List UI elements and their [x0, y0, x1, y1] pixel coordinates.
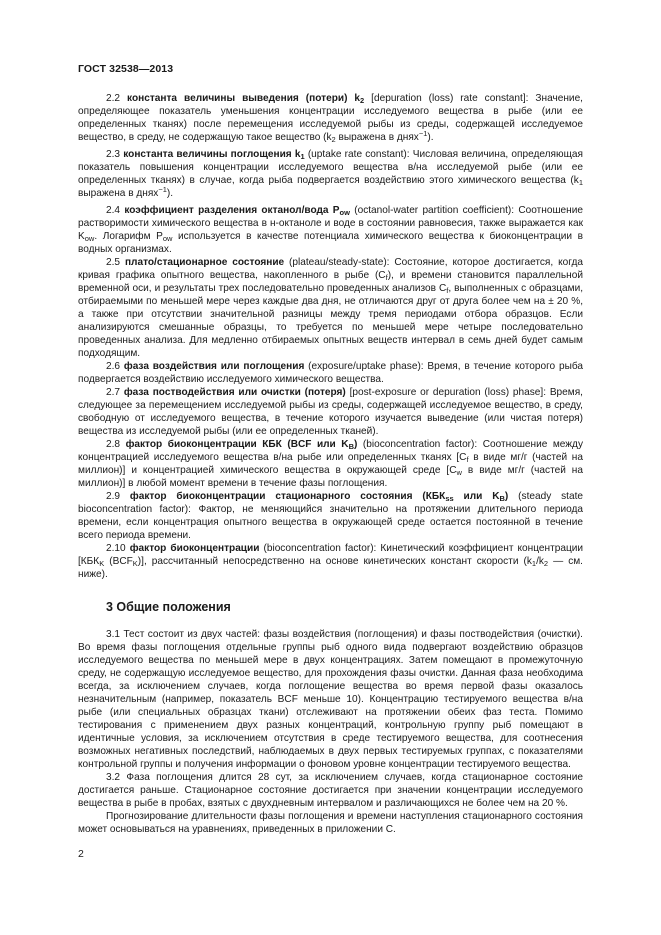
paragraph-3-2: 3.2 Фаза поглощения длится 28 сут, за исключением случаев, когда стационарное состояние достигается раньше. Стационарное состояние достигается при значении концентрации исследуемого вещества в рыбе в пробах, взятых с двухдневным интервалом и различающихся не более чем на 20 %. [78, 772, 583, 809]
definition-2-6: 2.6 фаза воздействия или поглощения (exposure/uptake phase): Время, в течение которого рыба подвергается воздействию исследуемого химического вещества. [78, 361, 583, 385]
english-term: [depuration (loss) rate constant]: [364, 93, 536, 104]
term: фаза постводействия или очистки (потеря) [123, 387, 346, 398]
clause-number: 2.5 [106, 257, 121, 268]
clause-number: 2.8 [106, 439, 121, 450]
english-term: [post-exposure or depuration (loss) phase]: [345, 387, 550, 398]
term: фактор биоконцентрации [129, 543, 260, 554]
definition-2-7: 2.7 фаза постводействия или очистки (потеря) [post-exposure or depuration (loss) phase]: Время, следующее за перемещением исследуемой рыбы из среды, содержащей исследуемое вещество, в среду, свободную от исследуемого вещества, в течение которого изучается выведение (или чистая потеря) вещества из исследуемой рыбы (или ее определенных тканей). [78, 387, 583, 437]
term: плато/стационарное состояние [124, 257, 285, 268]
term: константа величины выведения (потери) $k_2$ [127, 93, 365, 105]
page-number: 2 [78, 848, 84, 860]
clause-number: 2.7 [106, 387, 121, 398]
english-term: (bioconcentration factor): [259, 543, 381, 554]
english-term: (plateau/steady-state): [284, 257, 395, 268]
clause-number: 2.10 [106, 543, 126, 554]
page-content [78, 92, 583, 836]
clause-number: 2.6 [106, 361, 121, 372]
definition-2-5: 2.5 плато/стационарное состояние (plateau/steady-state): Состояние, которое достигается, когда кривая графика опытного вещества, накопленного в рыбе $(C_f)$, и времени становится параллельной временной оси, и результаты трех последовательно проведенных анализов $C_f$, выполненных с образцами, отбираемыми по меньшей мере через каждые два дня, не отличаются друг от друга более чем на ± 20 %, а также при отсутствии значительной разницы между тремя периодами отбора образцов. Если анализируются смешанные образцы, то требуется по меньшей мере четыре последовательно проведенных анализа. Для медленно отбираемых опытных веществ интервал в семь дней будет самым подходящим. [78, 257, 584, 359]
english-term: (steady state bioconcentration factor): [78, 491, 584, 515]
definition-2-4: 2.4 коэффициент разделения октанол/вода $P_{ow}$ (octanol-water partition coefficient): Соотношение растворимости химического вещества в н-октаноле и воде в состоянии равновесия, также выражается как $K_{ow}$. Логарифм $P_{ow}$ используется в качестве потенциала химического вещества к биоконцентрации в водных организмах. [78, 205, 583, 255]
english-term: (exposure/uptake phase): [304, 361, 428, 372]
clause-number: 2.2 [106, 93, 121, 104]
english-term: (bioconcentration factor): [357, 439, 483, 450]
definition-2-2: 2.2 константа величины выведения (потери) $k_2$ [depuration (loss) rate constant]: Значение, определяющее показатель уменьшения концентрации исследуемого вещества в рыбе (или ее определенных тканях) после перемещения исследуемой рыбы из среды, содержащей исследуемое вещество, в среду, не содержащую такое вещество ($k_2$ выражена в днях$^{-1}$). [78, 93, 583, 144]
clause-number: 2.9 [106, 491, 121, 502]
term: фактор биоконцентрации КБК (BCF или $K_B$) [125, 439, 358, 451]
definition-2-9: 2.9 фактор биоконцентрации стационарного состояния ($КБК_{ss}$ или $K_B$) (steady state bioconcentration factor): Фактор, не меняющийся значительно на протяжении длительного периода времени, если концентрация опытного вещества в окружающей среде остается постоянной в течение всего периода времени. [78, 491, 584, 541]
paragraph-3-3: Прогнозирование длительности фазы поглощения и времени наступления стационарного состояния может основываться на уравнениях, приведенных в приложении C. [78, 811, 583, 835]
paragraph-3-1: 3.1 Тест состоит из двух частей: фазы воздействия (поглощения) и фазы постводействия (очистки). Во время фазы поглощения отдельные группы рыб одного вида подвергают воздействию образцов исследуемого вещества по меньшей мере в двух концентрациях. Затем помещают в промежуточную среду, не содержащую исследуемое вещество, для прохождения фазы очистки. Данная фаза необходима всегда, за исключением случаев, когда поглощение вещества во время первой фазы оказалось незначительным (например, показатель BCF меньше 10). Концентрацию тестируемого вещества в/на рыбе (или специальных образцах ткани) отслеживают на протяжении обеих фаз теста. Помимо тестирования с применением двух разных концентраций, контрольную группу рыб помещают в идентичные условия, за исключением отсутствия в среде тестируемого вещества, для соотнесения возможных негативных последствий, наблюдаемых в двух первых тестируемых группах, с показателями контрольной группы и получения информации о фоновом уровне концентрации тестируемого вещества. [78, 629, 583, 770]
definition-2-10: 2.10 фактор биоконцентрации (bioconcentration factor): Кинетический коэффициент концентрации [$КБК_K$ $(BCF_K)$], рассчитанный непосредственно на основе кинетических констант скорости ($k_1/k_2$ — см. ниже). [78, 543, 584, 580]
definition-2-3: 2.3 константа величины поглощения $k_1$ (uptake rate constant): Числовая величина, определяющая показатель повышения концентрации исследуемого вещества в/на исследуемой рыбе (или ее определенных тканях) в случае, когда рыба подвергается воздействию этого химического вещества ($k_1$ выражена в днях$^{-1}$). [78, 149, 583, 199]
section-heading: 3 Общие положения [106, 600, 231, 614]
term: фактор биоконцентрации стационарного состояния ($КБК_{ss}$ или $K_B$) [129, 491, 509, 503]
definition-2-8: 2.8 фактор биоконцентрации КБК (BCF или $K_B$) (bioconcentration factor): Соотношение между концентрацией исследуемого вещества в/на рыбе или определенных тканях [$C_f$ в виде мг/г (частей на миллион)] и концентрацией химического вещества в окружающей среде [$C_w$ в виде мг/г (частей на миллион)] в любой момент времени в течение фазы поглощения. [78, 439, 583, 489]
document-code: ГОСТ 32538—2013 [78, 63, 174, 75]
term: коэффициент разделения октанол/вода $P_{ow}$ [124, 205, 350, 217]
english-term: (octanol-water partition coefficient): [349, 205, 519, 216]
clause-number: 2.3 [106, 149, 121, 160]
clause-number: 2.4 [106, 205, 121, 216]
term: фаза воздействия или поглощения [123, 361, 305, 372]
english-term: (uptake rate constant): [304, 149, 413, 160]
term: константа величины поглощения $k_1$ [123, 149, 305, 161]
